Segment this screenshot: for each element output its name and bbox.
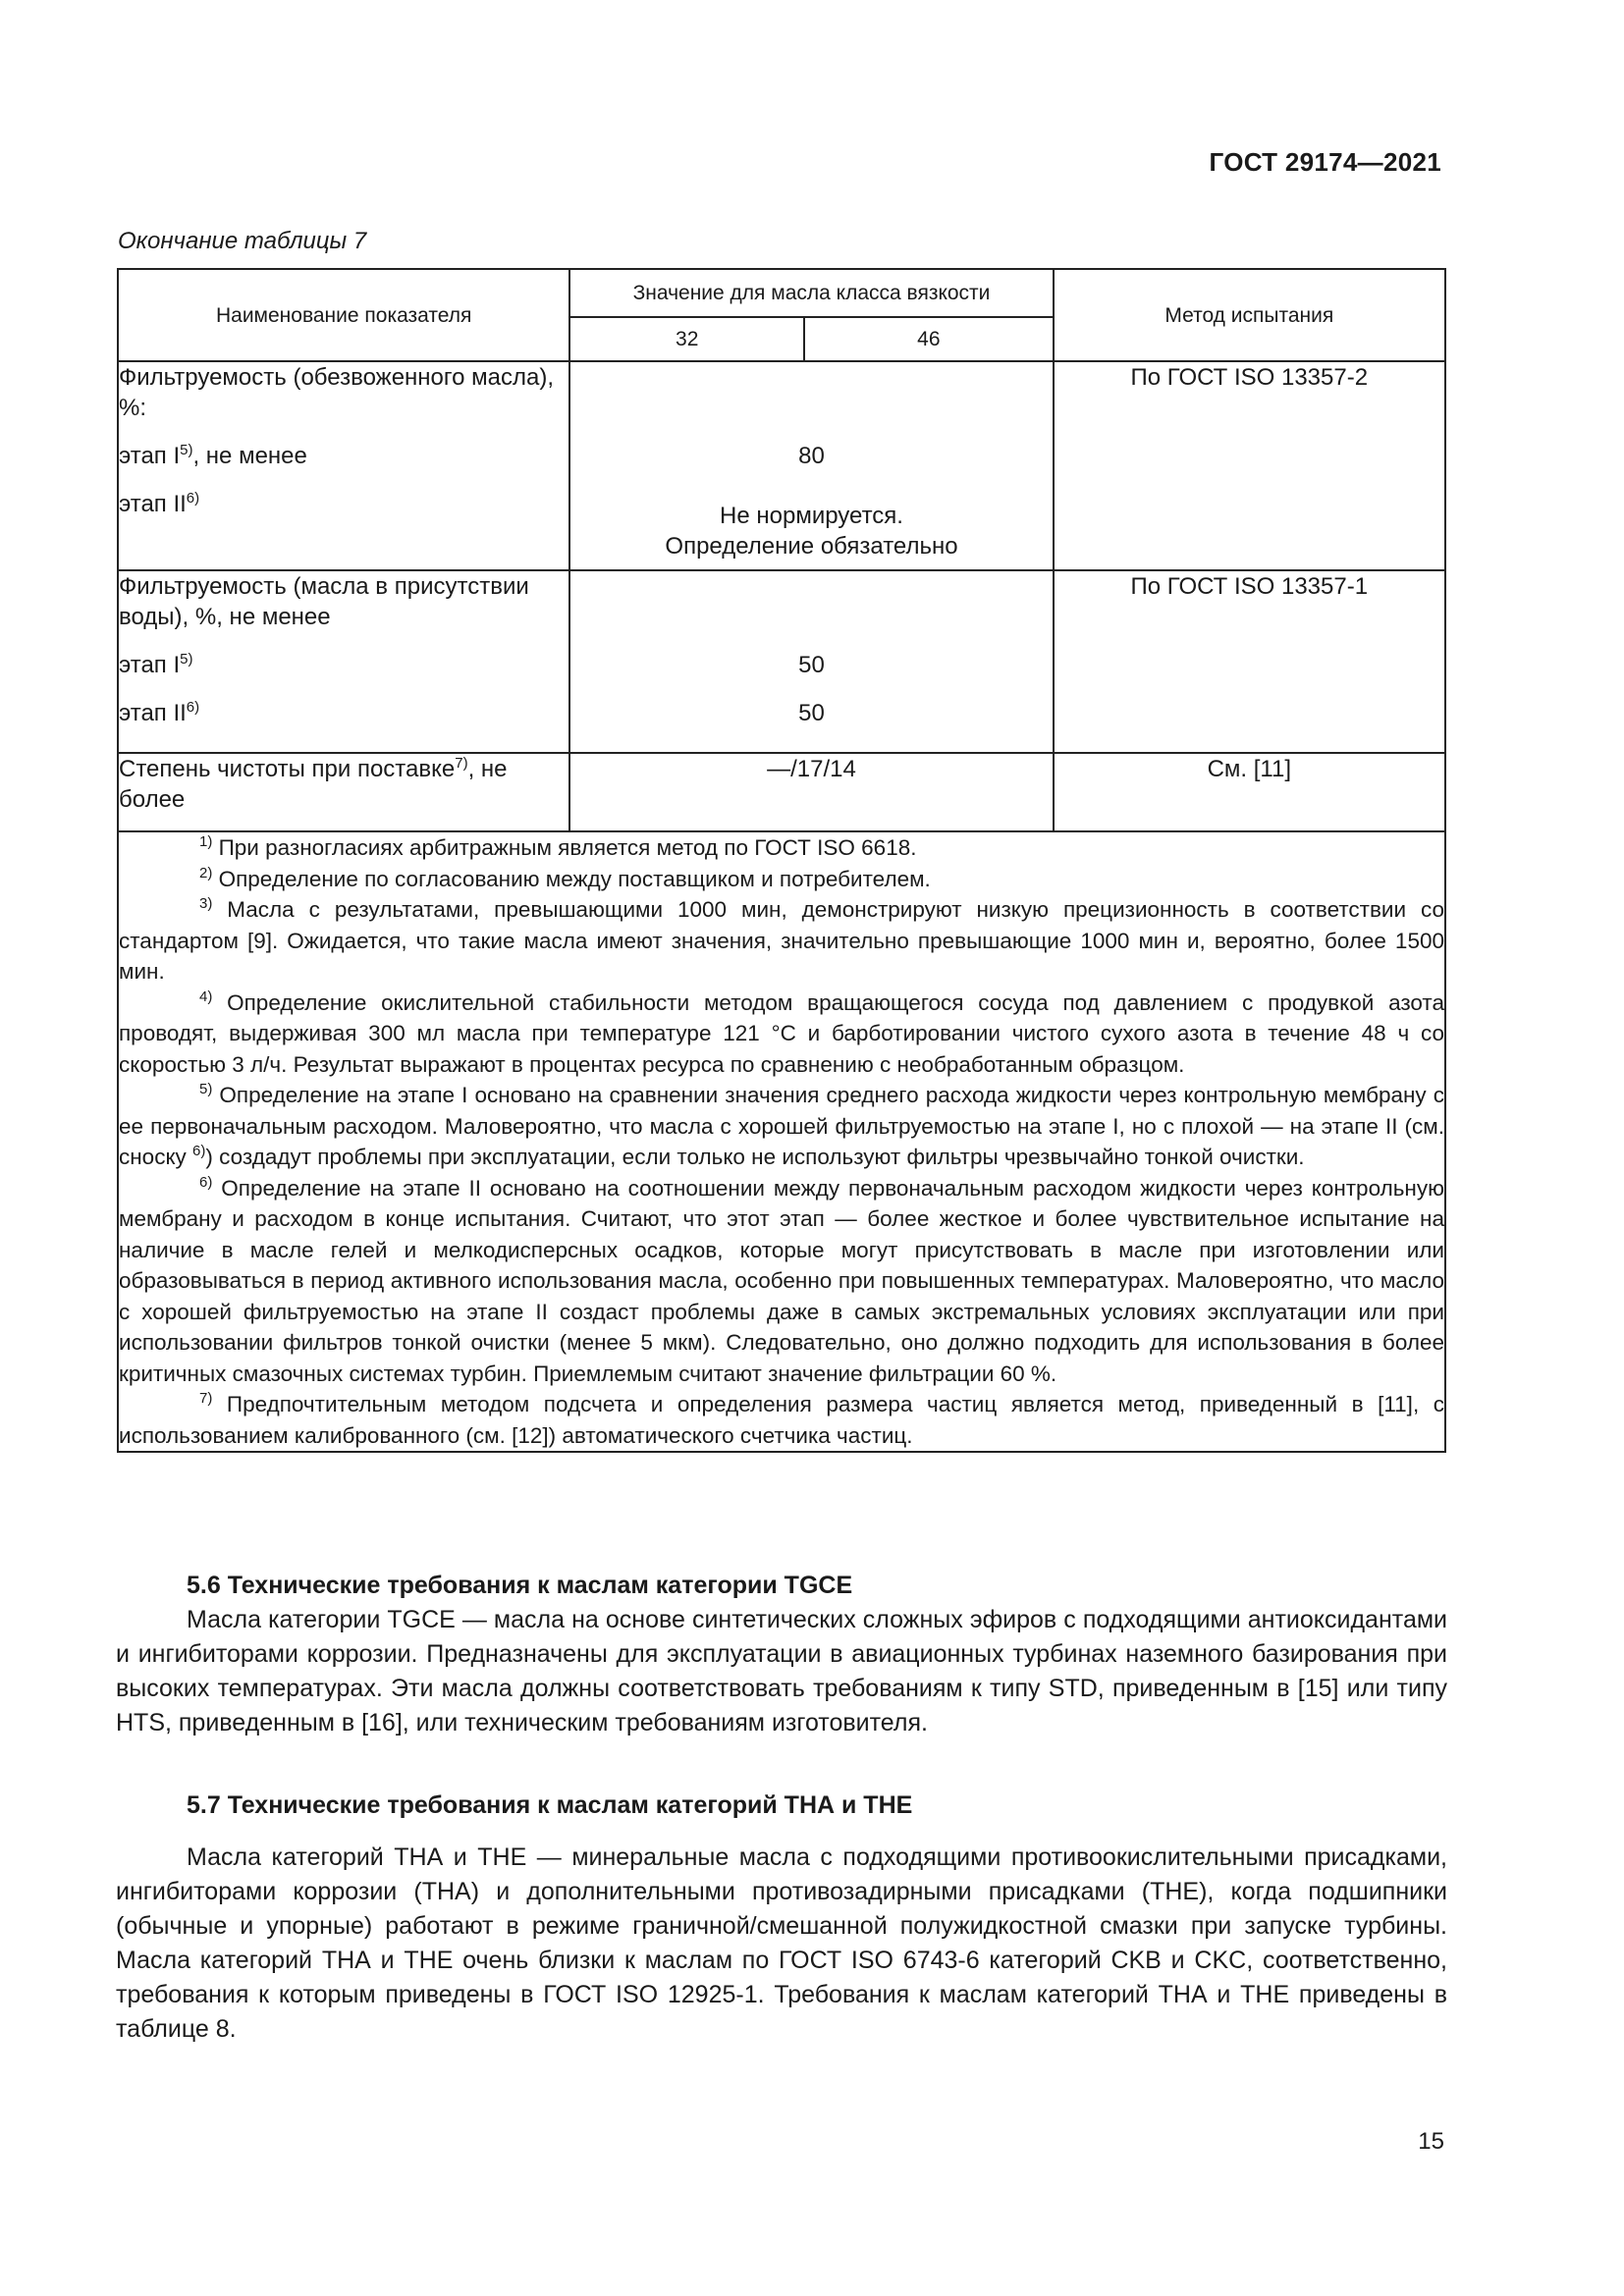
page-number: 15: [1418, 2128, 1444, 2155]
footnote-3: $^{3)}$ Масла с результатами, превышающими 1000 мин, демонстрируют низкую прецизионность в соответствии со стандартом [9]. Ожидается, что такие масла имеют значения, значительно превышающие 1000 мин и, вероятно, более 1500 мин.: [119, 895, 1444, 984]
row-name-filterability-dehydrated: [118, 361, 569, 570]
value-stage-2: 50: [798, 700, 825, 726]
stage-label: этап I: [119, 652, 181, 678]
stage-label: этап I: [119, 443, 181, 469]
value-stage-2-line2: Определение обязательно: [665, 533, 958, 560]
spacer: [119, 471, 568, 489]
table-row: [118, 570, 1445, 753]
footnote-ref: 6): [186, 699, 200, 716]
footnote-2: $^{2)}$ Определение по согласованию между поставщиком и потребителем.: [199, 864, 931, 891]
sub-row-stage-2: [119, 698, 568, 728]
sub-row-stage-2: [119, 489, 568, 519]
table-footnotes: [118, 831, 1445, 1452]
footnote-ref: 7): [455, 755, 468, 772]
section-5-7: [116, 1789, 1447, 2047]
row-value-filterability-water: [569, 570, 1053, 753]
value-stage-2-line1: Не нормируется.: [720, 503, 903, 529]
table-header-row: [118, 269, 1445, 317]
row-name-cleanliness: [118, 753, 569, 831]
footnote-4: $^{4)}$ Определение окислительной стабильности методом вращающегося сосуда под давлением с продувкой азота проводят, выдерживая 300 мл масла при температуре 121 °С и барботировании чистого сухого азота в течение 48 ч со скоростью 3 л/ч. Результат выражают в процентах ресурса по сравнению с необработанным образцом.: [119, 988, 1444, 1077]
value-stage-1: 50: [798, 652, 825, 678]
footnote-6: $^{6)}$ Определение на этапе II основано на соотношении между первоначальным расходом жидкости через контрольную мембрану и расходом в конце испытания. Считают, что этот этап — более жесткое и более чувствительное испытание на наличие в масле гелей и мелкодисперсных осадков, которые могут присутствовать в масле при изготовлении или образовываться в период активного использования масла, особенно при повышенных температурах. Маловероятно, что масло с хорошей фильтруемостью на этапе II создаст проблемы даже в самых экстремальных условиях эксплуатации или при использовании фильтров тонкой очистки (менее 5 мкм). Следовательно, оно должно подходить для использования в более критичных смазочных системах турбин. Приемлемым считают значение фильтрации 60 %.: [119, 1173, 1444, 1386]
document-number: ГОСТ 29174—2021: [1209, 147, 1441, 177]
sub-row-stage-1: [119, 441, 568, 471]
row-name: Степень чистоты при поставке: [119, 756, 456, 782]
table-row: [118, 753, 1445, 831]
row-value-filterability-dehydrated: [569, 361, 1053, 570]
stage-label: этап II: [119, 700, 187, 726]
row-method: По ГОСТ ISO 13357-1: [1054, 570, 1445, 753]
header-viscosity-46: 46: [804, 317, 1054, 361]
footnote-ref: 5): [180, 651, 193, 667]
footnote-5: $^{5)}$ Определение на этапе I основано на сравнении значения среднего расхода жидкости через контрольную мембрану с ее первоначальным расходом. Маловероятно, что масла с хорошей фильтруемостью на этапе I, но с плохой — на этапе II (см. сноску $^{6)}$) создадут проблемы при эксплуатации, если только не используют фильтры чрезвычайно тонкой очистки.: [119, 1081, 1444, 1169]
header-indicator-name: Наименование показателя: [118, 269, 569, 361]
value-stage-1: 80: [798, 443, 825, 469]
table-caption: Окончание таблицы 7: [118, 228, 367, 254]
footnote-7: $^{7)}$ Предпочтительным методом подсчета и определения размера частиц является метод, приведенный в [11], с использованием калиброванного (см. [12]) автоматического счетчика частиц.: [119, 1390, 1444, 1448]
section-5-6: [116, 1569, 1447, 1740]
header-viscosity-group: Значение для масла класса вязкости: [569, 269, 1053, 317]
footnote-ref: 5): [180, 442, 193, 458]
row-name: Фильтруемость (масла в присутствии воды), %, не менее: [119, 573, 529, 630]
section-title: 5.6 Технические требования к маслам категории TGCE: [187, 1572, 853, 1599]
section-text: Масла категорий ТНА и ТНЕ — минеральные масла с подходящими противоокислительными присадками, ингибиторами коррозии (ТНА) и дополнительными противозадирными присадками (ТНЕ), когда подшипники (обычные и упорные) работают в режиме граничной/смешанной полужидкостной смазки при запуске турбины. Масла категорий ТНА и ТНЕ очень близки к маслам по ГОСТ ISO 6743-6 категорий CKB и CKC, соответственно, требования к которым приведены в ГОСТ ISO 12925-1. Требования к маслам категорий ТНА и ТНЕ приведены в таблице 8.: [116, 1843, 1447, 2043]
row-method: По ГОСТ ISO 13357-2: [1054, 361, 1445, 570]
stage-suffix: , не менее: [192, 443, 307, 469]
footnote-ref: 6): [186, 490, 200, 507]
row-value-cleanliness: —/17/14: [569, 753, 1053, 831]
row-name: Фильтруемость (обезвоженного масла), %:: [119, 364, 555, 421]
section-title: 5.7 Технические требования к маслам категорий ТНА и ТНЕ: [187, 1791, 913, 1819]
table-7: [117, 268, 1446, 1453]
row-name-suffix: , не более: [119, 756, 508, 813]
section-text: Масла категории TGCE — масла на основе синтетических сложных эфиров с подходящими антиоксидантами и ингибиторами коррозии. Предназначены для эксплуатации в авиационных турбинах наземного базирования при высоких температурах. Эти масла должны соответствовать требованиям к типу STD, приведенным в [15] или типу HTS, приведенным в [16], или техническим требованиям изготовителя.: [116, 1606, 1447, 1736]
table-footnotes-row: [118, 831, 1445, 1452]
stage-label: этап II: [119, 491, 187, 517]
header-viscosity-32: 32: [569, 317, 804, 361]
footnote-1: $^{1)}$ При разногласиях арбитражным является метод по ГОСТ ISO 6618.: [199, 833, 917, 860]
row-method: См. [11]: [1054, 753, 1445, 831]
row-name-filterability-water: [118, 570, 569, 753]
spacer: [119, 423, 568, 441]
sub-row-stage-1: [119, 650, 568, 680]
table-row: [118, 361, 1445, 570]
header-test-method: Метод испытания: [1054, 269, 1445, 361]
